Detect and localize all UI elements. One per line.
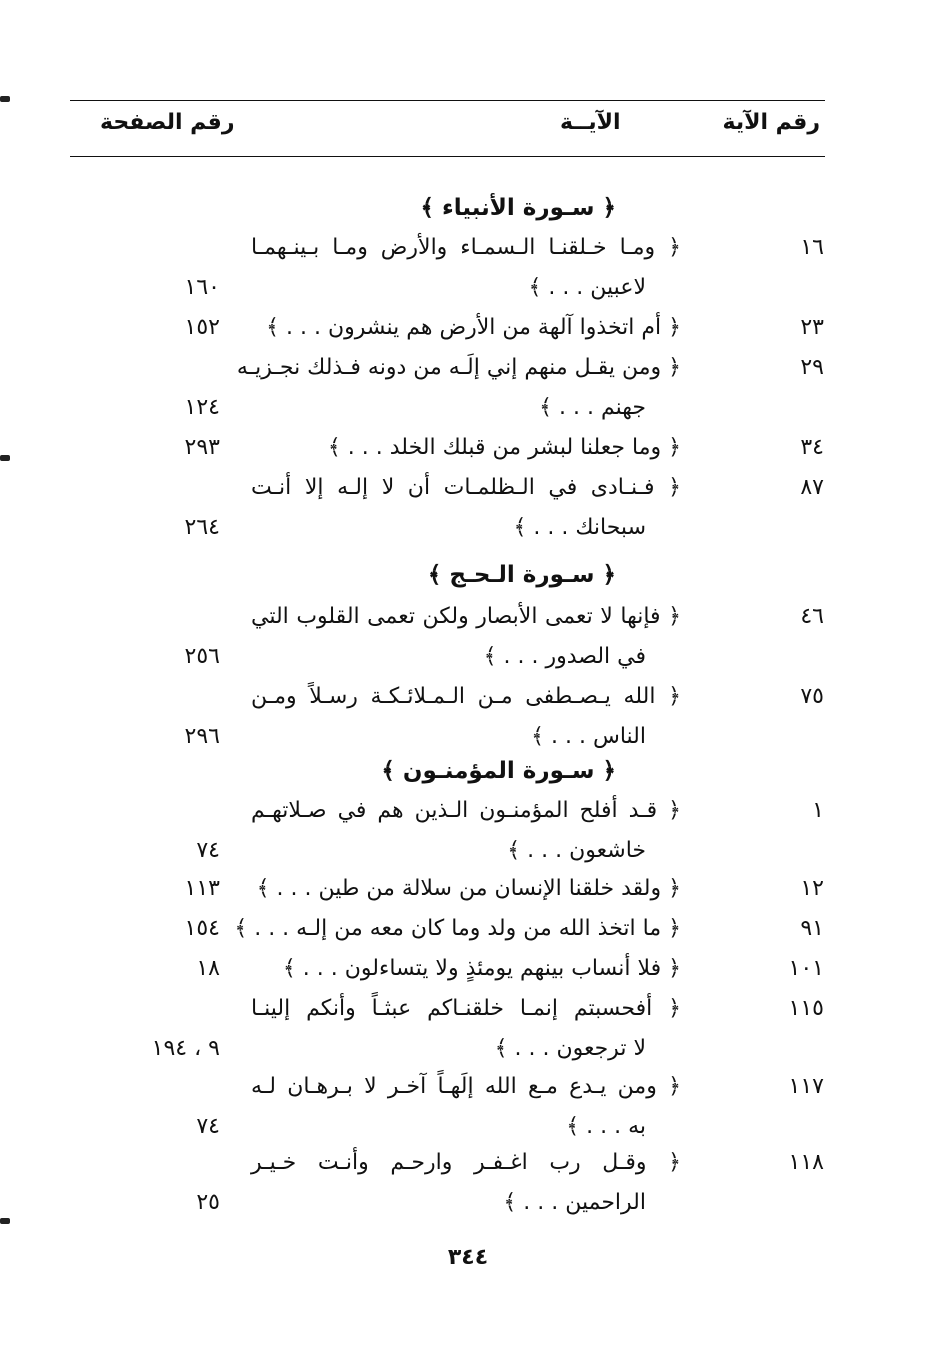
page-number: ١٥٢ [184,315,220,340]
ayah-number: ١١٥ [788,996,824,1021]
page-number: ٧٤ [196,1114,220,1139]
table-row [0,435,936,475]
ayah-text: ﴿ ومن يقـل منهم إني إلَـه من دونه فـذلك نجـزيـه [236,355,681,380]
header-ayah: الآيــة [560,110,621,135]
ayah-number: ٤٦ [800,604,824,629]
ayah-text-continued: لاعبين . . . ﴾ [528,275,646,300]
ayah-text: ﴿ ما اتخذ الله من ولد وما كان معه من إلـه . . . ﴾ [234,916,681,941]
left-edge-mark [0,96,10,102]
surah-title: ﴿ سـورة الأنبياء ﴾ [420,195,616,221]
table-row [0,684,936,724]
table-row [0,956,936,996]
ayah-text-continued: خاشعون . . . ﴾ [507,838,646,863]
table-row-continuation [0,838,936,878]
ayah-number: ٢٣ [800,315,824,340]
table-row [0,798,936,838]
ayah-number: ٩١ [800,916,824,941]
ayah-text-continued: الراحمين . . . ﴾ [503,1190,646,1215]
table-row-continuation [0,395,936,435]
header-ayah-number: رقم الآية [722,110,820,135]
page-number: ٢٩٣ [184,435,220,460]
surah-title: ﴿ سـورة المؤمنـون ﴾ [381,758,616,784]
page-number: ٩ ، ١٩٤ [151,1036,220,1061]
ayah-number: ٣٤ [800,435,824,460]
page-number: ٢٥ [196,1190,220,1215]
surah-heading [0,758,936,798]
header-page-number: رقم الصفحة [100,110,235,135]
page-footer-number: ٣٤٤ [447,1245,489,1270]
table-row [0,355,936,395]
ayah-number: ٨٧ [800,475,824,500]
surah-title: ﴿ سـورة الـحـج ﴾ [427,562,616,588]
table-row [0,916,936,956]
ayah-text: ﴿ ومـا خـلقنـا الـسمـاء والأرض ومـا بـينـهمـا [251,235,681,260]
ayah-text: ﴿ فإنها لا تعمى الأبصار ولكن تعمى القلوب التي [251,604,681,629]
ayah-text: ﴿ ولقد خلقنا الإنسان من سلالة من طين . . . ﴾ [256,876,681,901]
ayah-text: ﴿ أفحسبتم إنمـا خلقنـاكم عبثـاً وأنكم إلينـا [251,996,681,1021]
page-number: ١٨ [196,956,220,981]
ayah-text: ﴿ الله يـصـطفى مـن الـمـلائـكـة رسـلاً ومـن [251,684,681,709]
ayah-number: ١ [812,798,824,823]
table-row-continuation [0,1114,936,1154]
ayah-text-continued: الناس . . . ﴾ [531,724,646,749]
top-rule [70,100,825,101]
ayah-number: ١٠١ [788,956,824,981]
page-number: ١٢٤ [184,395,220,420]
ayah-number: ١١٨ [788,1150,824,1175]
table-row [0,315,936,355]
page-number: ١٦٠ [184,275,220,300]
ayah-number: ١١٧ [788,1074,824,1099]
page-number: ١١٣ [184,876,220,901]
table-row [0,1150,936,1190]
surah-heading [0,195,936,235]
ayah-text-continued: سبحانك . . . ﴾ [513,515,646,540]
table-row-continuation [0,275,936,315]
ayah-number: ١٢ [800,876,824,901]
page-number: ٢٩٦ [184,724,220,749]
ayah-text: ﴿ ومن يـدع مـع الله إلَهـاً آخـر لا بـرهـان لـه [251,1074,681,1099]
table-row-continuation [0,515,936,555]
header-rule [70,156,825,157]
page-number: ١٥٤ [184,916,220,941]
ayah-text-continued: جهنم . . . ﴾ [539,395,646,420]
table-row [0,876,936,916]
table-row [0,235,936,275]
surah-heading [0,562,936,602]
table-row [0,604,936,644]
table-row-continuation [0,1190,936,1230]
page-number: ٢٥٦ [184,644,220,669]
ayah-text: ﴿ وما جعلنا لبشر من قبلك الخلد . . . ﴾ [327,435,681,460]
ayah-text-continued: به . . . ﴾ [566,1114,646,1139]
ayah-text-continued: في الصدور . . . ﴾ [483,644,646,669]
ayah-text-continued: لا ترجعون . . . ﴾ [494,1036,646,1061]
ayah-number: ١٦ [800,235,824,260]
table-row [0,1074,936,1114]
page-number: ٧٤ [196,838,220,863]
ayah-text: ﴿ فـنـادى في الـظلمـات أن لا إلـه إلا أنـت [251,475,681,500]
table-row-continuation [0,644,936,684]
page-number: ٢٦٤ [184,515,220,540]
ayah-text: ﴿ قـد أفلح المؤمنـون الـذين هم في صـلاتهـم [251,798,681,823]
ayah-text: ﴿ وقـل رب اغـفـر وارحـم وأنـت خـيـر [251,1150,681,1175]
table-row-continuation [0,1036,936,1076]
ayah-text: ﴿ أم اتخذوا آلهة من الأرض هم ينشرون . . . ﴾ [266,315,681,340]
ayah-number: ٧٥ [800,684,824,709]
ayah-number: ٢٩ [800,355,824,380]
table-row [0,996,936,1036]
table-row [0,475,936,515]
ayah-text: ﴿ فلا أنساب بينهم يومئذٍ ولا يتساءلون . . . ﴾ [282,956,681,981]
